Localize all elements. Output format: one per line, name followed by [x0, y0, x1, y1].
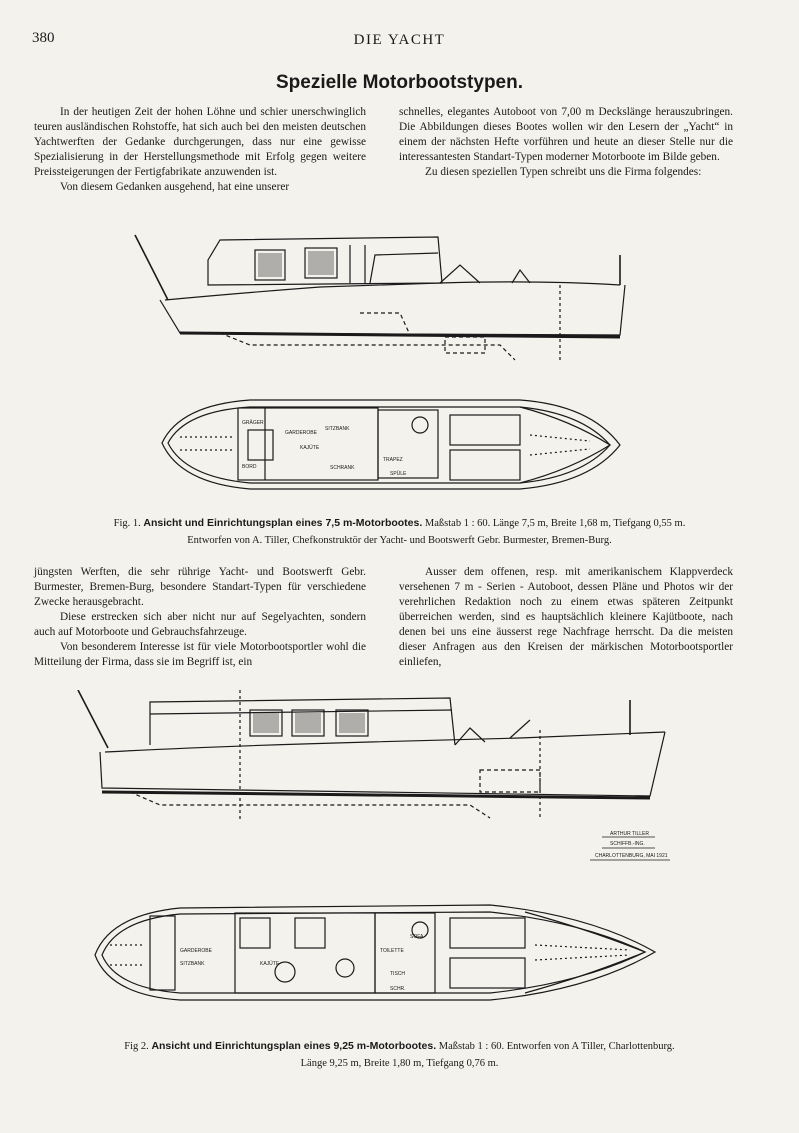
- page-number: 380: [32, 30, 55, 46]
- figure2-plan-labels: [180, 934, 424, 992]
- figure2-caption: [20, 1038, 779, 1072]
- figure2-side-elevation: [78, 690, 665, 820]
- middle-left-column: [34, 565, 366, 670]
- paragraph: Von besonderem Interesse ist für viele Motorbootsportler wohl die Mitteilung der Firma, dass sie im Begriff ist, ein: [34, 641, 366, 668]
- fig1-label: GRÄGER: [242, 420, 264, 426]
- fig1-label: GARDEROBE: [285, 430, 317, 436]
- figure2-caption-details: Maßstab 1 : 60. Entworfen von A Tiller, Charlottenburg.: [438, 1041, 675, 1052]
- designer-stamp: [595, 831, 668, 859]
- figure1-caption-prefix: Fig. 1.: [113, 518, 141, 529]
- middle-right-column: [399, 565, 733, 670]
- figure1-cabin-windows: [258, 251, 334, 277]
- paragraph: Diese erstrecken sich aber nicht nur auf Segelyachten, sondern auch auf Motorboote und Gebrauchsfahrzeuge.: [34, 611, 366, 638]
- figure2-drawing: [70, 690, 690, 1035]
- stamp-line: CHARLOTTENBURG, MAI 1921: [595, 853, 668, 859]
- fig1-label: TRAPEZ: [383, 457, 403, 463]
- stamp-line: ARTHUR TILLER: [610, 831, 649, 837]
- fig1-label: SITZBANK: [325, 426, 350, 432]
- fig1-label: KAJÜTE: [300, 445, 320, 451]
- figure2-caption-prefix: Fig 2.: [124, 1041, 149, 1052]
- fig2-label: SITZBANK: [180, 961, 205, 967]
- fig1-label: BORD: [242, 464, 257, 470]
- fig2-label: KAJÜTE: [260, 961, 280, 967]
- figure1-side-elevation: [135, 235, 625, 360]
- paragraph: Zu diesen speziellen Typen schreibt uns die Firma folgendes:: [425, 166, 702, 178]
- running-title: DIE YACHT: [353, 32, 446, 48]
- figure1-caption-details: Maßstab 1 : 60. Länge 7,5 m, Breite 1,68 m, Tiefgang 0,55 m.: [424, 518, 686, 529]
- article-title: Spezielle Motorbootstypen.: [275, 72, 524, 93]
- fig2-label: GARDEROBE: [180, 948, 212, 954]
- figure2-caption-title: Ansicht und Einrichtungsplan eines 9,25 m-Motorbootes.: [151, 1040, 437, 1052]
- figure2-cabin-windows: [253, 713, 365, 733]
- fig2-label: TOILETTE: [380, 948, 404, 954]
- figure2-caption-dimensions: Länge 9,25 m, Breite 1,80 m, Tiefgang 0,76 m.: [300, 1058, 499, 1069]
- fig2-label: TISCH: [390, 971, 405, 977]
- fig1-label: SCHRANK: [330, 465, 355, 471]
- fig2-label: SOFA: [410, 934, 424, 940]
- paragraph: Ausser dem offenen, resp. mit amerikanischem Klappverdeck versehenen 7 m - Serien - Autoboot, dessen Pläne und Photos wir der verehrlichen Redaktion noch zu einem etwas späteren Zeitpunkt überreichen werden, sind es hauptsächlich kleinere Kajütboote, nach denen bei uns eine äusserst rege Nachfrage herrscht. Da die meisten dieser Anfragen aus den Kreisen der märkischen Motorbootsportler einliefen,: [399, 566, 733, 668]
- fig2-label: SCHR.: [390, 986, 406, 992]
- paragraph: In der heutigen Zeit der hohen Löhne und schier unerschwinglich teuren ausländischen Rohstoffe, hat sich auch bei den meisten deutschen Yachtwerften der Gedanke durchgerungen, dass nur eine gewisse Spezialisierung in der Herstellungsmethode mit Erfolg gegen weitere Preissteigerungen der Fertigfabrikate anzuwenden ist.: [34, 106, 366, 178]
- intro-left-column: [34, 105, 366, 195]
- figure1-plan-labels: [242, 419, 407, 477]
- stamp-line: SCHIFFB.-ING.: [610, 841, 645, 847]
- paragraph: Von diesem Gedanken ausgehend, hat eine unserer: [60, 181, 290, 193]
- figure1-drawing: [120, 225, 650, 515]
- intro-right-column: [399, 105, 733, 180]
- figure1-caption-credit: Entworfen von A. Tiller, Chefkonstruktör der Yacht- und Bootswerft Gebr. Burmester, Bremen-Burg.: [187, 535, 612, 546]
- paragraph: jüngsten Werften, die sehr rührige Yacht- und Bootswerft Gebr. Burmester, Bremen-Burg, besondere Standart-Typen für verschiedene Zwecke herausgebracht.: [34, 566, 366, 608]
- fig1-label: SPÜLE: [390, 471, 407, 477]
- paragraph: schnelles, elegantes Autoboot von 7,00 m Deckslänge herauszubringen. Die Abbildungen dieses Bootes wollen wir den Lesern der „Yacht“ in einem der nächsten Hefte vorführen und heute an dieser Stelle nur die interessantesten Standart-Typen moderner Motorboote im Bilde geben.: [399, 106, 733, 163]
- figure2-deck-plan: [95, 905, 655, 1000]
- figure1-caption-title: Ansicht und Einrichtungsplan eines 7,5 m-Motorbootes.: [143, 517, 423, 529]
- figure1-caption: [20, 515, 779, 549]
